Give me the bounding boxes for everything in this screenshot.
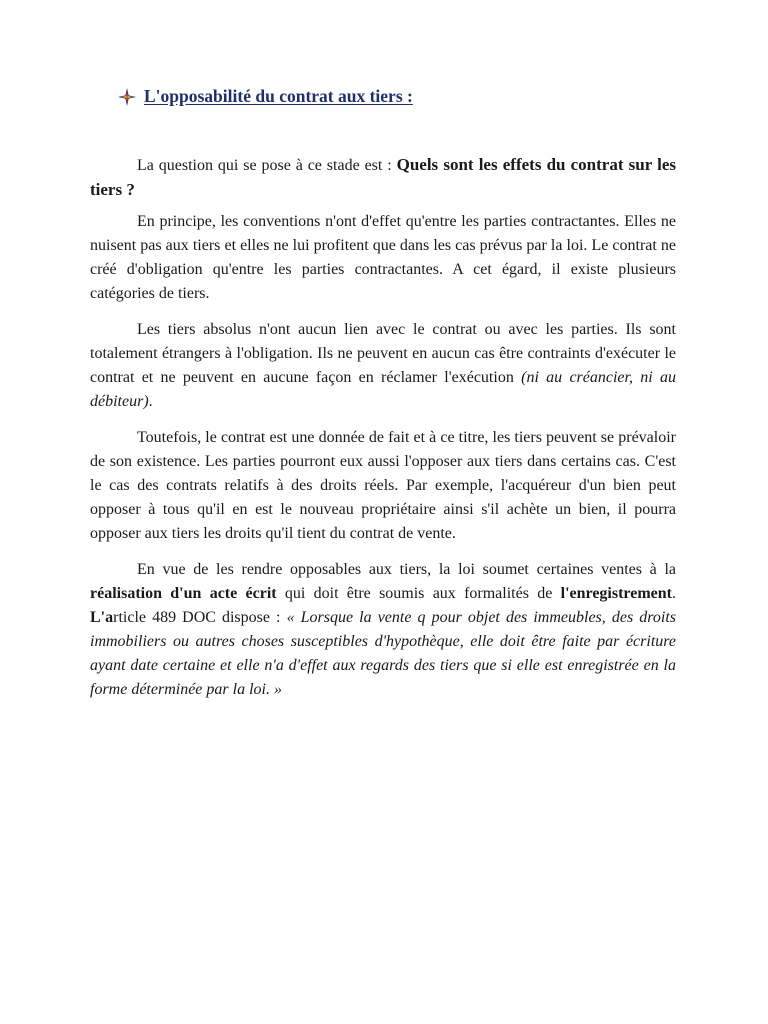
bold-article-prefix: L'a xyxy=(90,609,114,626)
paragraph-question xyxy=(90,153,676,203)
paragraph-text: rticle 489 DOC dispose : xyxy=(113,609,287,626)
key-question: Quels sont les effets du contrat sur les tiers ? xyxy=(90,155,677,199)
paragraph-text: En principe, les conventions n'ont d'effet qu'entre les parties contractantes. Elles ne nuisent pas aux tiers et elles ne lui profitent que dans les cas prévus par la loi. Le contrat ne créé d'obligation qu'entre les parties contractantes. A cet égard, il existe plusieurs catégories de tiers. xyxy=(90,213,676,302)
paragraph-text: Les tiers absolus n'ont aucun lien avec le contrat ou avec les parties. Ils sont totalement étrangers à l'obligation. Ils ne peuvent en aucun cas être contraints d'exécuter le contrat et ne peuvent en aucune façon en réclamer l'exécution xyxy=(90,321,676,386)
paragraph-text: Toutefois, le contrat est une donnée de fait et à ce titre, les tiers peuvent se prévaloir de son existence. Les parties pourront eux aussi l'opposer aux tiers dans certains cas. C'est le cas des contrats relatifs à des droits réels. Par exemple, l'acquéreur d'un bien peut opposer à tous qu'il en est le nouveau propriétaire ainsi s'il achète un bien, il pourra opposer aux tiers les droits qu'il tient du contrat de vente. xyxy=(90,429,676,542)
paragraph-however xyxy=(90,426,676,546)
four-point-star-bullet-icon xyxy=(118,88,136,106)
article-quote: « Lorsque la vente q pour objet des immeubles, des droits immobiliers ou autres choses susceptibles d'hypothèque, elle doit être faite par écriture ayant date certaine et elle n'a d'effet aux regards des tiers que si elle est enregistrée en la forme déterminée par la loi. » xyxy=(90,609,677,698)
paragraph-text: La question qui se pose à ce stade est : xyxy=(137,157,397,174)
paragraph-registration xyxy=(90,558,676,702)
bold-term-written-act: réalisation d'un acte écrit xyxy=(90,585,277,602)
paragraph-text: qui doit être soumis aux formalités de xyxy=(276,585,561,602)
section-title: L'opposabilité du contrat aux tiers : xyxy=(144,86,413,106)
paragraph-end: . xyxy=(148,393,153,410)
section-heading xyxy=(118,86,413,107)
bold-term-registration: l'enregistrement xyxy=(560,585,672,602)
paragraph-text: En vue de les rendre opposables aux tiers, la loi soumet certaines ventes à la xyxy=(137,561,676,578)
paragraph-principle xyxy=(90,210,676,306)
italic-aside: (ni au créancier, ni au débiteur) xyxy=(90,369,677,410)
paragraph-absolute-third-parties xyxy=(90,318,676,414)
document-body xyxy=(90,153,676,714)
paragraph-text: . xyxy=(672,585,676,602)
